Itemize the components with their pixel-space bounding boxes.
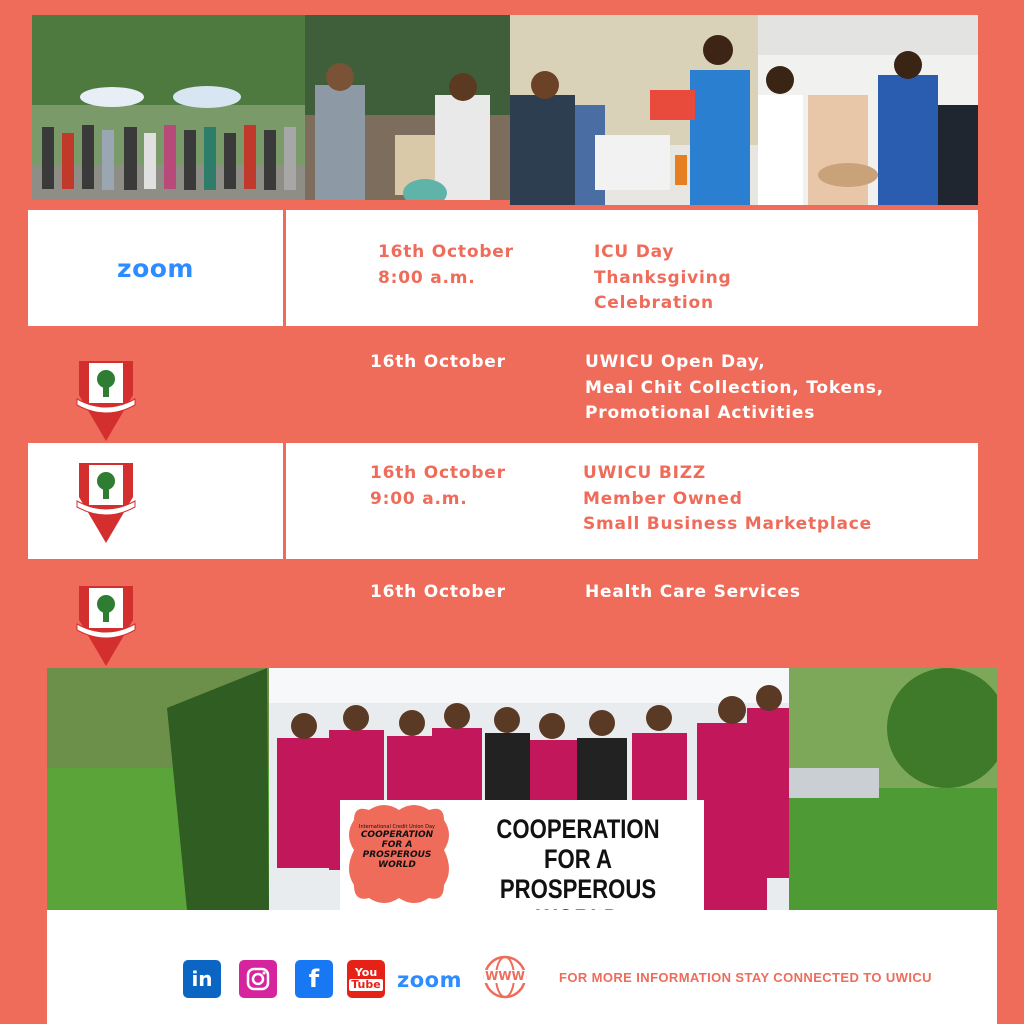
- event-description: ICU Day Thanksgiving Celebration: [594, 242, 732, 313]
- schedule-row-health: [28, 560, 978, 668]
- event-description: Health Care Services: [585, 582, 801, 602]
- photo-marketplace: [758, 15, 978, 205]
- www-icon[interactable]: WWW: [482, 954, 528, 1000]
- event-description: UWICU BIZZ Member Owned Small Business Marketplace: [583, 463, 872, 534]
- zoom-icon[interactable]: zoom: [397, 968, 462, 992]
- photo-indoor-table: [510, 15, 758, 205]
- uwicu-shield-icon: [75, 355, 137, 443]
- badge-text: COOPERATION FOR A PROSPEROUS WORLD: [360, 830, 434, 870]
- uwicu-shield-icon: [75, 457, 137, 545]
- event-datetime: 16th October 9:00 a.m.: [370, 463, 506, 509]
- youtube-icon[interactable]: You Tube: [347, 960, 385, 998]
- schedule-row-bizz: [28, 443, 978, 559]
- linkedin-icon[interactable]: in: [183, 960, 221, 998]
- event-description: UWICU Open Day, Meal Chit Collection, Tokens, Promotional Activities: [585, 352, 884, 423]
- photo-crowd-outdoors: [32, 15, 305, 200]
- photo-distribution: [305, 15, 510, 200]
- event-datetime: 16th October: [370, 582, 506, 602]
- schedule-row-zoom: [28, 210, 978, 326]
- footer: [47, 910, 997, 1024]
- schedule-row-open-day: [28, 326, 978, 442]
- uwicu-shield-icon: [75, 580, 137, 668]
- cooperation-banner: International Credit Union Day COOPERATION FOR A PROSPEROUS WORLD COOPERATION FOR A PROSPEROUS: [340, 800, 704, 910]
- instagram-icon[interactable]: [239, 960, 277, 998]
- footer-message: FOR MORE INFORMATION STAY CONNECTED TO UWICU: [559, 970, 932, 985]
- zoom-logo-icon: zoom: [117, 253, 194, 283]
- banner-title: COOPERATION FOR A PROSPEROUS: [496, 814, 660, 904]
- event-datetime: 16th October: [370, 352, 506, 372]
- facebook-icon[interactable]: f: [295, 960, 333, 998]
- event-datetime: 16th October 8:00 a.m.: [378, 242, 514, 288]
